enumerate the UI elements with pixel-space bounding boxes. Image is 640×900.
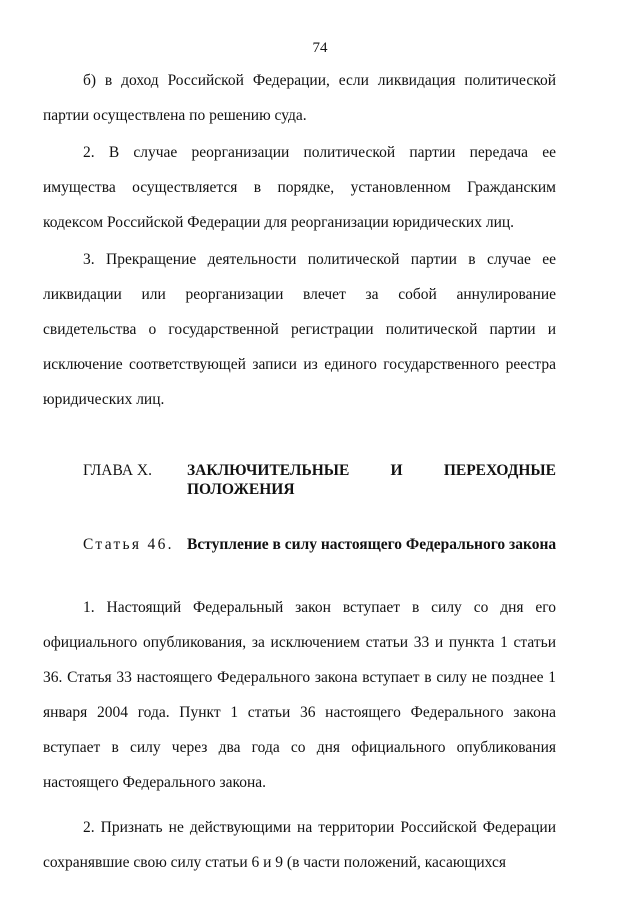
chapter-title-word: ЗАКЛЮЧИТЕЛЬНЫЕ [187,462,350,479]
chapter-title-word: И [390,462,403,479]
chapter-title [187,461,556,499]
chapter-label: ГЛАВА X. [83,462,153,479]
article-heading [83,536,556,554]
chapter-title-line2: ПОЛОЖЕНИЯ [187,481,295,498]
article-title: Вступление в силу настоящего Федерального закона [187,536,557,553]
page-number: 74 [312,40,328,56]
article-paragraph-1: 1. Настоящий Федеральный закон вступает в силу со дня его официального опубликования, за исключением статьи 33 и пункта 1 статьи 36. Статья 33 настоящего Федерального закона вступает в силу не позднее 1 января 2004 года. Пункт 1 статьи 36 настоящего Федерального закона вступает в силу через два года со дня официального опубликования настоящего Федерального закона. [43,599,556,791]
article-paragraph-2: 2. Признать не действующими на территории Российской Федерации сохранявшие свою силу статьи 6 и 9 (в части положений, касающихся [43,819,556,871]
paragraph-3: 3. Прекращение деятельности политической партии в случае ее ликвидации или реорганизации влечет за собой аннулирование свидетельства о государственной регистрации политической партии и исключение соответствующей записи из единого государственного реестра юридических лиц. [43,251,556,408]
paragraph-b: б) в доход Российской Федерации, если ликвидация политической партии осуществлена по решению суда. [43,72,556,124]
paragraph-2: 2. В случае реорганизации политической партии передача ее имущества осуществляется в порядке, установленном Гражданским кодексом Российской Федерации для реорганизации юридических лиц. [43,144,556,231]
chapter-title-word: ПЕРЕХОДНЫЕ [443,462,556,479]
article-label: Статья 46. [83,536,174,553]
